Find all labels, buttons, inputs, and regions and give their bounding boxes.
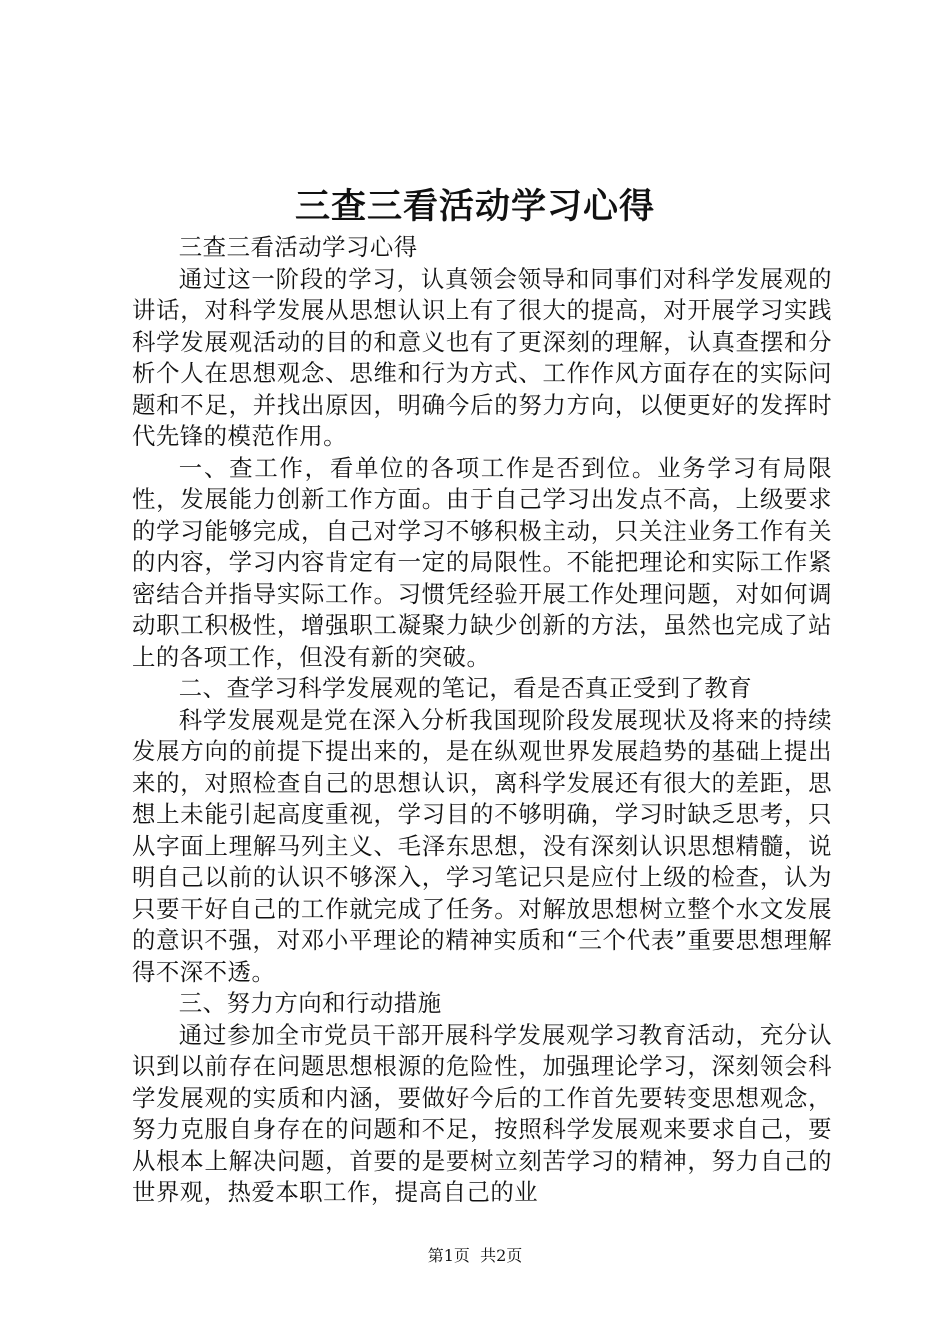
document-title: 三查三看活动学习心得: [294, 186, 655, 227]
page-footer: [0, 1246, 950, 1266]
section-three-paragraph: 通过参加全市党员干部开展科学发展观学习教育活动，充分认识到以前存在问题思想根源的危险性，加强理论学习，深刻领会科学发展观的实质和内涵，要做好今后的工作首先要转变思想观念，努力克服自身存在的问题和不足，按照科学发展观来要求自己，要从根本上解决问题，首要的是要树立刻苦学习的精神，努力自己的世界观，热爱本职工作，提高自己的业: [132, 1020, 832, 1206]
intro-paragraph: 通过这一阶段的学习，认真领会领导和同事们对科学发展观的讲话，对科学发展从思想认识上有了很大的提高，对开展学习实践科学发展观活动的目的和意义也有了更深刻的理解，认真查摆和分析个人在思想观念、思维和行为方式、工作作风方面存在的实际问题和不足，并找出原因，明确今后的努力方向，以便更好的发挥时代先锋的模范作用。: [132, 264, 832, 450]
section-one-paragraph: 一、查工作，看单位的各项工作是否到位。业务学习有局限性，发展能力创新工作方面。由于自己学习出发点不高，上级要求的学习能够完成，自己对学习不够积极主动，只关注业务工作有关的内容，学习内容肯定有一定的局限性。不能把理论和实际工作紧密结合并指导实际工作。习惯凭经验开展工作处理问题，对如何调动职工积极性，增强职工凝聚力缺少创新的方法，虽然也完成了站上的各项工作，但没有新的突破。: [132, 453, 832, 671]
section-two-paragraph: 科学发展观是党在深入分析我国现阶段发展现状及将来的持续发展方向的前提下提出来的，是在纵观世界发展趋势的基础上提出来的，对照检查自己的思想认识，离科学发展还有很大的差距，思想上未能引起高度重视，学习目的不够明确，学习时缺乏思考，只从字面上理解马列主义、毛泽东思想，没有深刻认识思想精髓，说明自己以前的认识不够深入，学习笔记只是应付上级的检查，认为只要干好自己的工作就完成了任务。对解放思想树立整个水文发展的意识不强，对邓小平理论的精神实质和“三个代表”重要思想理解得不深不透。: [132, 705, 832, 986]
document-body: [132, 232, 832, 1209]
page-number: 第1页 共2页: [427, 1246, 523, 1265]
section-two-heading: 二、查学习科学发展观的笔记，看是否真正受到了教育: [178, 674, 753, 702]
subtitle-paragraph: 三查三看活动学习心得: [178, 233, 418, 261]
section-three-heading: 三、努力方向和行动措施: [178, 989, 442, 1017]
